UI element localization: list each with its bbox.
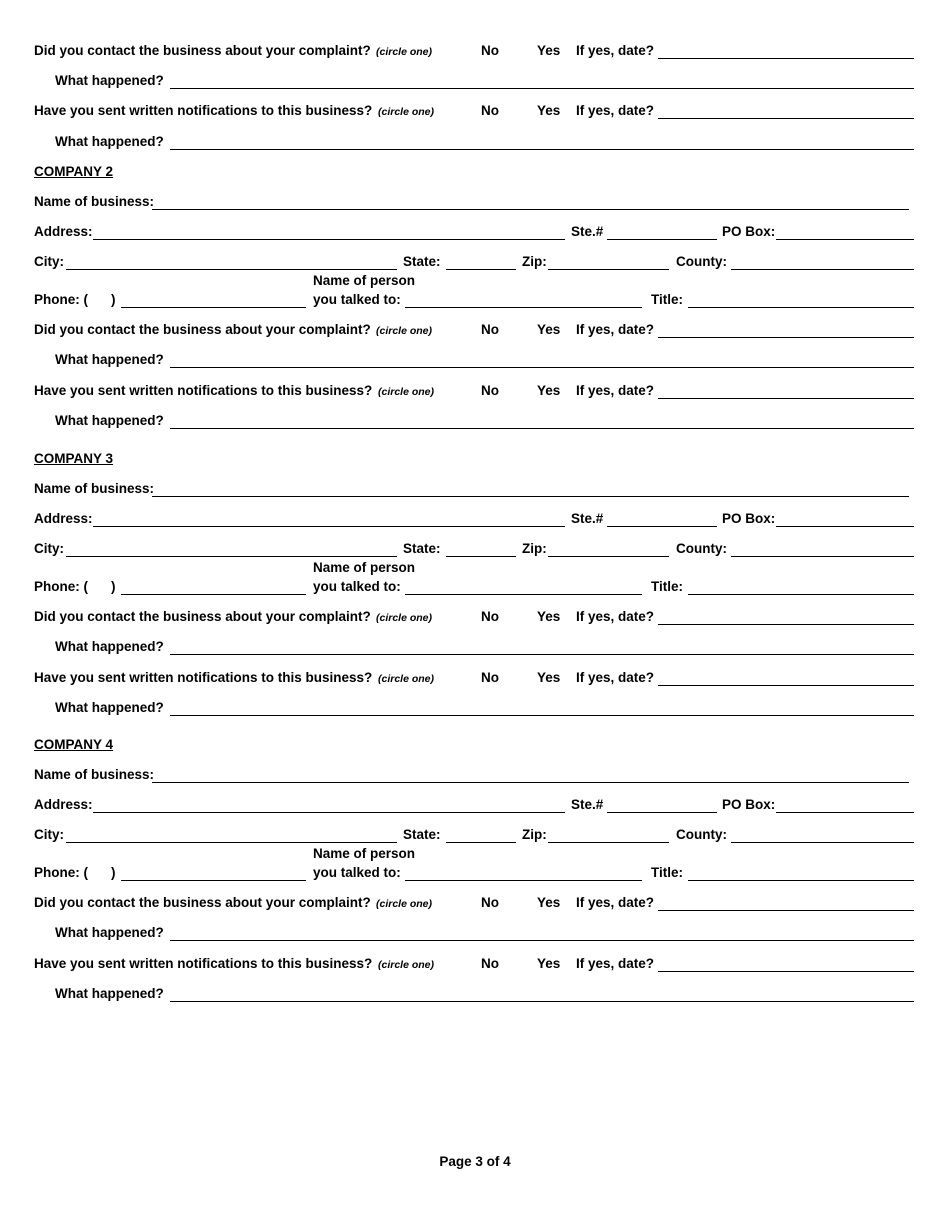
- c1-contact-date-field[interactable]: [658, 58, 914, 59]
- c3-contact-yes-option[interactable]: Yes: [537, 609, 561, 624]
- c2-address-field[interactable]: [93, 239, 565, 240]
- c2-county-label: County:: [676, 254, 727, 269]
- c1-contact-what-happened-label: What happened?: [55, 73, 164, 88]
- c4-written-what-happened-label: What happened?: [55, 986, 164, 1001]
- c3-contact-what-happened-field[interactable]: [170, 654, 914, 655]
- c2-written-yes-option[interactable]: Yes: [537, 383, 561, 398]
- c4-ste-label: Ste.#: [571, 797, 604, 812]
- c1-written-date-label: If yes, date?: [576, 103, 655, 118]
- c4-business-name-field[interactable]: [152, 782, 909, 783]
- c1-contact-no-option[interactable]: No: [481, 43, 499, 58]
- c3-written-date-field[interactable]: [658, 685, 914, 686]
- c2-written-circle-one: (circle one): [378, 386, 435, 398]
- c4-county-field[interactable]: [731, 842, 914, 843]
- c2-po-box-field[interactable]: [776, 239, 914, 240]
- c4-county-label: County:: [676, 827, 727, 842]
- c1-contact-question: Did you contact the business about your complaint?: [34, 43, 371, 58]
- c3-county-field[interactable]: [731, 556, 914, 557]
- c2-phone-close: ): [111, 292, 116, 307]
- c2-contact-question: Did you contact the business about your complaint?: [34, 322, 371, 337]
- c3-contact-what-happened-label: What happened?: [55, 639, 164, 654]
- c3-phone-field[interactable]: [121, 594, 306, 595]
- c2-written-what-happened-field[interactable]: [170, 428, 914, 429]
- c3-business-name-label: Name of business:: [34, 481, 155, 496]
- c3-contact-date-field[interactable]: [658, 624, 914, 625]
- c3-written-what-happened-field[interactable]: [170, 715, 914, 716]
- c2-phone-label: Phone: (: [34, 292, 88, 307]
- c3-city-field[interactable]: [66, 556, 397, 557]
- c2-phone-field[interactable]: [121, 307, 306, 308]
- c3-ste-field[interactable]: [607, 526, 717, 527]
- c1-written-what-happened-label: What happened?: [55, 134, 164, 149]
- c4-address-label: Address:: [34, 797, 93, 812]
- c2-person-label-2: you talked to:: [313, 292, 401, 307]
- c4-phone-field[interactable]: [121, 880, 306, 881]
- c2-person-label-1: Name of person: [313, 273, 416, 288]
- c4-contact-question: Did you contact the business about your complaint?: [34, 895, 371, 910]
- c4-contact-circle-one: (circle one): [376, 898, 433, 910]
- c2-state-field[interactable]: [446, 269, 516, 270]
- c1-written-date-field[interactable]: [658, 118, 914, 119]
- c4-contact-date-label: If yes, date?: [576, 895, 655, 910]
- c2-written-date-label: If yes, date?: [576, 383, 655, 398]
- c3-written-question: Have you sent written notifications to this business?: [34, 670, 373, 685]
- c4-po-box-field[interactable]: [776, 812, 914, 813]
- c2-po-box-label: PO Box:: [722, 224, 776, 239]
- c2-person-field[interactable]: [405, 307, 642, 308]
- c2-title-field[interactable]: [688, 307, 914, 308]
- c2-zip-field[interactable]: [548, 269, 669, 270]
- c3-po-box-label: PO Box:: [722, 511, 776, 526]
- c4-written-no-option[interactable]: No: [481, 956, 499, 971]
- c3-address-field[interactable]: [93, 526, 565, 527]
- c3-written-what-happened-label: What happened?: [55, 700, 164, 715]
- c4-state-field[interactable]: [446, 842, 516, 843]
- c4-written-date-field[interactable]: [658, 971, 914, 972]
- page-number: Page 3 of 4: [439, 1154, 511, 1169]
- c2-contact-yes-option[interactable]: Yes: [537, 322, 561, 337]
- c3-written-circle-one: (circle one): [378, 673, 435, 685]
- c3-title-field[interactable]: [688, 594, 914, 595]
- c2-address-label: Address:: [34, 224, 93, 239]
- c4-zip-label: Zip:: [522, 827, 547, 842]
- c4-business-name-label: Name of business:: [34, 767, 155, 782]
- c4-contact-what-happened-field[interactable]: [170, 940, 914, 941]
- c3-contact-question: Did you contact the business about your complaint?: [34, 609, 371, 624]
- c3-person-field[interactable]: [405, 594, 642, 595]
- c3-address-label: Address:: [34, 511, 93, 526]
- c3-po-box-field[interactable]: [776, 526, 914, 527]
- c2-contact-circle-one: (circle one): [376, 325, 433, 337]
- c2-written-date-field[interactable]: [658, 398, 914, 399]
- c3-city-label: City:: [34, 541, 64, 556]
- c1-written-question: Have you sent written notifications to this business?: [34, 103, 373, 118]
- c3-ste-label: Ste.#: [571, 511, 604, 526]
- c2-contact-what-happened-field[interactable]: [170, 367, 914, 368]
- c2-title-label: Title:: [651, 292, 684, 307]
- c2-written-what-happened-label: What happened?: [55, 413, 164, 428]
- c4-contact-what-happened-label: What happened?: [55, 925, 164, 940]
- c3-state-field[interactable]: [446, 556, 516, 557]
- c3-state-label: State:: [403, 541, 441, 556]
- c3-written-date-label: If yes, date?: [576, 670, 655, 685]
- c3-zip-label: Zip:: [522, 541, 547, 556]
- c2-written-no-option[interactable]: No: [481, 383, 499, 398]
- c3-title-label: Title:: [651, 579, 684, 594]
- c3-contact-date-label: If yes, date?: [576, 609, 655, 624]
- c4-ste-field[interactable]: [607, 812, 717, 813]
- c2-business-name-field[interactable]: [152, 209, 909, 210]
- c4-phone-label: Phone: (: [34, 865, 88, 880]
- c4-zip-field[interactable]: [548, 842, 669, 843]
- c4-written-date-label: If yes, date?: [576, 956, 655, 971]
- c1-contact-what-happened-field[interactable]: [170, 88, 914, 89]
- c4-phone-close: ): [111, 865, 116, 880]
- c4-heading: COMPANY 4: [34, 737, 114, 752]
- c3-contact-circle-one: (circle one): [376, 612, 433, 624]
- c2-city-field[interactable]: [66, 269, 397, 270]
- c4-state-label: State:: [403, 827, 441, 842]
- c2-contact-date-label: If yes, date?: [576, 322, 655, 337]
- c2-ste-field[interactable]: [607, 239, 717, 240]
- c1-contact-yes-option[interactable]: Yes: [537, 43, 561, 58]
- c3-heading: COMPANY 3: [34, 451, 114, 466]
- c3-business-name-field[interactable]: [152, 496, 909, 497]
- c2-zip-label: Zip:: [522, 254, 547, 269]
- c4-contact-no-option[interactable]: No: [481, 895, 499, 910]
- c1-written-no-option[interactable]: No: [481, 103, 499, 118]
- c2-business-name-label: Name of business:: [34, 194, 155, 209]
- c1-contact-date-label: If yes, date?: [576, 43, 655, 58]
- c1-written-circle-one: (circle one): [378, 106, 435, 118]
- c3-county-label: County:: [676, 541, 727, 556]
- c2-contact-no-option[interactable]: No: [481, 322, 499, 337]
- c2-ste-label: Ste.#: [571, 224, 604, 239]
- c3-person-label-1: Name of person: [313, 560, 416, 575]
- c3-zip-field[interactable]: [548, 556, 669, 557]
- c4-title-field[interactable]: [688, 880, 914, 881]
- c3-person-label-2: you talked to:: [313, 579, 401, 594]
- c2-contact-date-field[interactable]: [658, 337, 914, 338]
- c2-city-label: City:: [34, 254, 64, 269]
- c4-po-box-label: PO Box:: [722, 797, 776, 812]
- c2-state-label: State:: [403, 254, 441, 269]
- c4-contact-yes-option[interactable]: Yes: [537, 895, 561, 910]
- c4-city-field[interactable]: [66, 842, 397, 843]
- c4-contact-date-field[interactable]: [658, 910, 914, 911]
- c4-written-circle-one: (circle one): [378, 959, 435, 971]
- c3-written-no-option[interactable]: No: [481, 670, 499, 685]
- c3-written-yes-option[interactable]: Yes: [537, 670, 561, 685]
- c1-written-what-happened-field[interactable]: [170, 149, 914, 150]
- c3-phone-close: ): [111, 579, 116, 594]
- c1-contact-circle-one: (circle one): [376, 46, 433, 58]
- c4-title-label: Title:: [651, 865, 684, 880]
- c4-person-label-1: Name of person: [313, 846, 416, 861]
- c1-written-yes-option[interactable]: Yes: [537, 103, 561, 118]
- c4-written-yes-option[interactable]: Yes: [537, 956, 561, 971]
- c3-contact-no-option[interactable]: No: [481, 609, 499, 624]
- c4-written-question: Have you sent written notifications to this business?: [34, 956, 373, 971]
- c4-person-field[interactable]: [405, 880, 642, 881]
- c4-person-label-2: you talked to:: [313, 865, 401, 880]
- c4-address-field[interactable]: [93, 812, 565, 813]
- c4-written-what-happened-field[interactable]: [170, 1001, 914, 1002]
- c2-written-question: Have you sent written notifications to this business?: [34, 383, 373, 398]
- c4-city-label: City:: [34, 827, 64, 842]
- c2-contact-what-happened-label: What happened?: [55, 352, 164, 367]
- c2-heading: COMPANY 2: [34, 164, 114, 179]
- c2-county-field[interactable]: [731, 269, 914, 270]
- c3-phone-label: Phone: (: [34, 579, 88, 594]
